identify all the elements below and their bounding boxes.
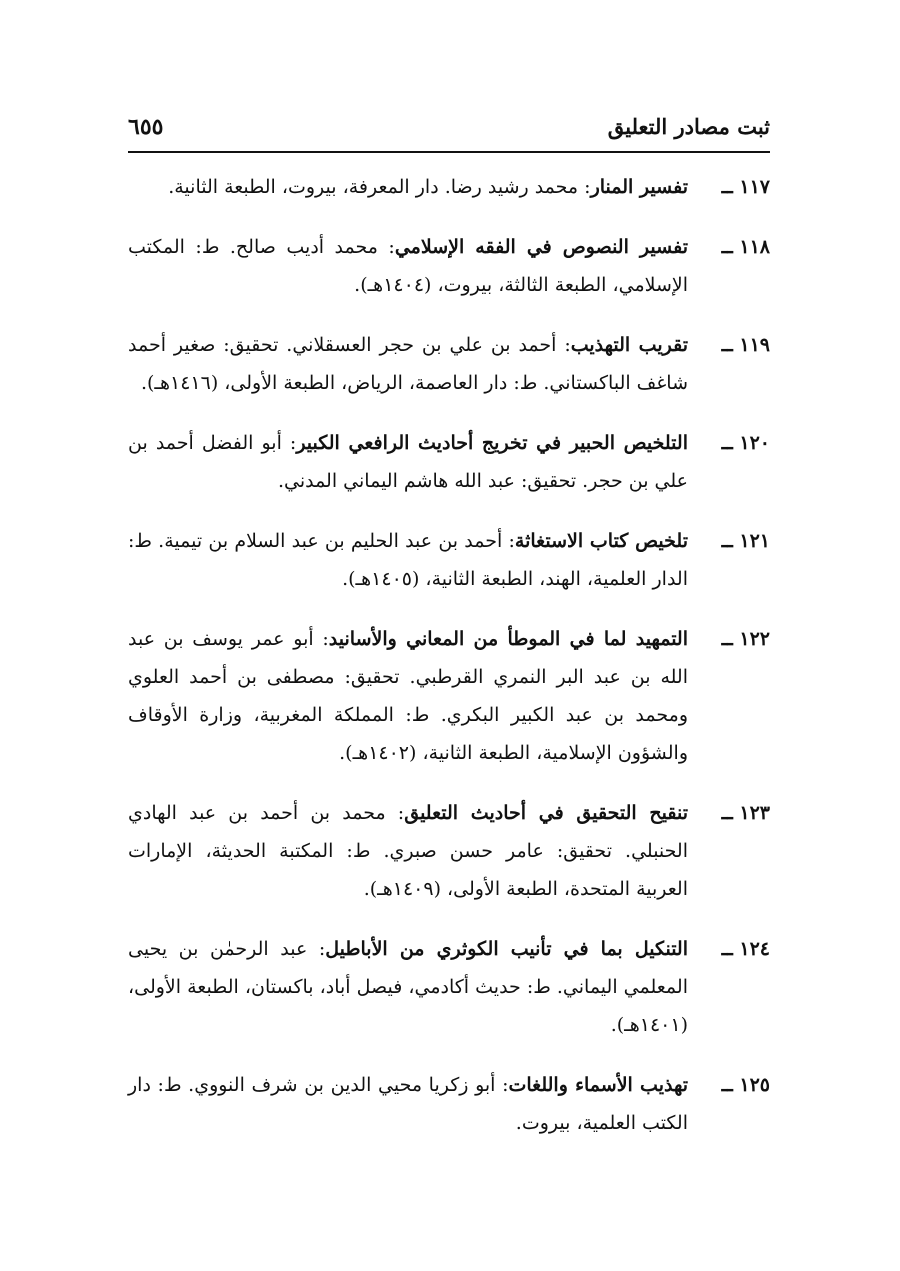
bibliography-entry — [128, 522, 770, 598]
entry-body: : أبو زكريا محيي الدين بن شرف النووي. ط: دار الكتب العلمية، بيروت. — [128, 1074, 688, 1134]
bibliography-entry — [128, 1066, 770, 1142]
entry-number: ١٢١ ــ — [721, 530, 770, 552]
bibliography-entry — [128, 228, 770, 304]
entry-body: : محمد رشيد رضا. دار المعرفة، بيروت، الطبعة الثانية. — [168, 176, 591, 198]
bibliography-entry — [128, 930, 770, 1044]
entry-body: : أحمد بن علي بن حجر العسقلاني. تحقيق: صغير أحمد شاغف الباكستاني. ط: دار العاصمة، الرياض، الطبعة الأولى، (١٤١٦هـ). — [128, 334, 688, 394]
bibliography-entry — [128, 620, 770, 772]
entry-title: تنقيح التحقيق في أحاديث التعليق — [404, 802, 689, 824]
entry-body: : عبد الرحمٰن بن يحيى المعلمي اليماني. ط: حديث أكادمي، فيصل أباد، باكستان، الطبعة الأولى، (١٤٠١هـ). — [128, 938, 688, 1036]
running-title: ثبت مصادر التعليق — [607, 114, 770, 139]
entry-number: ١١٧ ــ — [721, 176, 770, 198]
entry-title: تهذيب الأسماء واللغات — [508, 1074, 688, 1096]
entry-title: تقريب التهذيب — [570, 334, 688, 356]
entry-title: تلخيص كتاب الاستغاثة — [514, 530, 688, 552]
entry-body: : أحمد بن عبد الحليم بن عبد السلام بن تيمية. ط: الدار العلمية، الهند، الطبعة الثانية، (١٤٠٥هـ). — [128, 530, 688, 590]
entry-body: : أبو الفضل أحمد بن علي بن حجر. تحقيق: عبد الله هاشم اليماني المدني. — [128, 432, 688, 492]
entry-title: التمهيد لما في الموطأ من المعاني والأسانيد — [328, 628, 688, 650]
running-header — [128, 110, 770, 150]
entry-body: : محمد أديب صالح. ط: المكتب الإسلامي، الطبعة الثالثة، بيروت، (١٤٠٤هـ). — [128, 236, 688, 296]
entry-number: ١١٩ ــ — [721, 334, 770, 356]
page-number: ٦٥٥ — [128, 114, 164, 140]
entry-title: تفسير المنار — [590, 176, 688, 198]
entry-title: تفسير النصوص في الفقه الإسلامي — [394, 236, 688, 258]
entry-body: : محمد بن أحمد بن عبد الهادي الحنبلي. تحقيق: عامر حسن صبري. ط: المكتبة الحديثة، الإمارات العربية المتحدة، الطبعة الأولى، (١٤٠٩هـ). — [128, 802, 688, 900]
entry-title: التنكيل بما في تأنيب الكوثري من الأباطيل — [325, 938, 688, 960]
entry-title: التلخيص الحبير في تخريج أحاديث الرافعي الكبير — [296, 432, 688, 454]
bibliography-entry — [128, 424, 770, 500]
bibliography-entry — [128, 326, 770, 402]
bibliography-entry — [128, 168, 770, 206]
bibliography-entry — [128, 794, 770, 908]
entry-number: ١٢٣ ــ — [721, 802, 770, 824]
header-rule — [128, 151, 770, 153]
entry-number: ١٢٢ ــ — [721, 628, 770, 650]
entry-number: ١٢٤ ــ — [721, 938, 770, 960]
entry-number: ١٢٠ ــ — [721, 432, 770, 454]
entry-body: : أبو عمر يوسف بن عبد الله بن عبد البر النمري القرطبي. تحقيق: مصطفى بن أحمد العلوي ومحمد بن عبد الكبير البكري. ط: المملكة المغربية، وزارة الأوقاف والشؤون الإسلامية، الطبعة الثانية، (١٤٠٢هـ). — [128, 628, 688, 764]
entry-number: ١١٨ ــ — [721, 236, 770, 258]
bibliography-list — [128, 168, 770, 1164]
entry-number: ١٢٥ ــ — [721, 1074, 770, 1096]
